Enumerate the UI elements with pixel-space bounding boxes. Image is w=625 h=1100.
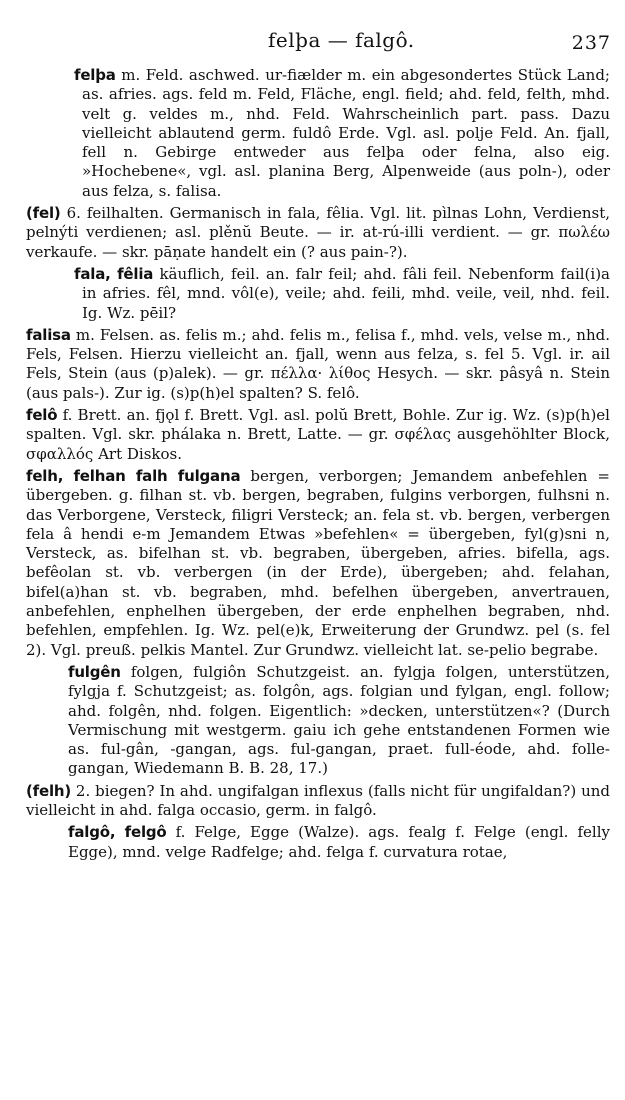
entry-lemma: felô — [26, 406, 58, 425]
entry-definition: f. Brett. an. fjǫl f. Brett. Vgl. asl. polŭ Brett, Bohle. Zur ig. Wz. (s)p(h)el spalten. Vgl. skr. phálaka n. Brett, Latte. — gr. σφέλας ausgehöhlter Block, σφαλλός Art Diskos. — [26, 406, 610, 463]
entry-definition: m. Feld. aschwed. ur-fiælder m. ein abgesondertes Stück Land; as. afries. ags. feld m. Feld, Fläche, engl. field; ahd. feld, felth, mhd. velt g. veldes m., nhd. Feld. Wahrscheinlich part. pass. Dazu vielleicht ablautend germ. fuldô Erde. Vgl. asl. polje Feld. An. fjall, fell n. Gebirge entweder aus felþa oder felna, also eig. »Hochebene«, vgl. asl. planina Berg, Alpenweide (aus poln-), oder aus felza, s. falisa. — [82, 66, 610, 200]
entry-definition: folgen, fulgiôn Schutzgeist. an. fylgja folgen, unterstützen, fylgja f. Schutzgeist; as. folgôn, ags. folgian und fylgan, engl. follow; ahd. folgên, nhd. folgen. Eigentlich: »decken, unterstützen«? (Durch Vermischung mit westgerm. gaiu ich gehe entstandenen Formen wie as. ful-gân, -gangan, ags. ful-gangan, praet. full-éode, ahd. folle-gangan, Wiedemann B. B. 28, 17.) — [68, 662, 610, 778]
entry-falisa — [26, 326, 610, 403]
entry-fel-6 — [26, 204, 610, 262]
entry-felh — [26, 467, 610, 660]
entry-lemma: falisa — [26, 325, 71, 344]
entry-lemma: (felh) — [26, 781, 72, 800]
entry-definition: 6. feilhalten. Germanisch in fala, fêlia. Vgl. lit. pìlnas Lohn, Verdienst, pelnýti verdienen; asl. plěnŭ Beute. — ir. at-rú-illi verdient. — gr. πωλέω verkaufe. — skr. pāṇate handelt ein (? aus pain-?). — [26, 204, 610, 261]
dictionary-body — [26, 66, 610, 865]
entry-felo — [26, 406, 610, 464]
entry-definition: m. Felsen. as. felis m.; ahd. felis m., felisa f., mhd. vels, velse m., nhd. Fels, Felsen. Hierzu vielleicht an. fjall, wenn aus felza, s. fel 5. Vgl. ir. ail Fels, Stein (aus (p)alek). — gr. πέλλα· λίθος Hesych. — skr. pâsyâ n. Stein (aus pals-). Zur ig. (s)p(h)el spalten? S. felô. — [26, 325, 610, 402]
entry-falgo — [68, 823, 610, 862]
entry-fala — [74, 265, 610, 323]
entry-fulgen — [68, 663, 610, 779]
entry-lemma: felþa — [74, 66, 116, 84]
entry-felpa — [74, 66, 610, 201]
page-header — [0, 28, 625, 58]
entry-definition: 2. biegen? In ahd. ungifalgan inflexus (falls nicht für ungifaldan?) und vielleicht in ahd. falga occasio, germ. in falgô. — [26, 781, 610, 819]
page-number: 237 — [571, 32, 611, 54]
entry-felh-2 — [26, 782, 610, 821]
running-head: felþa — falgô. — [268, 28, 415, 52]
entry-lemma: fulgên — [68, 662, 121, 681]
entry-definition: käuflich, feil. an. falr feil; ahd. fâli feil. Nebenform fail(i)a in afries. fêl, mnd. vôl(e), veile; ahd. feili, mhd. veile, veil, nhd. feil. Ig. Wz. pēil? — [82, 264, 610, 322]
entry-definition: bergen, verborgen; Jemandem anbefehlen = übergeben. g. filhan st. vb. bergen, begraben, fulgins verborgen, fulhsni n. das Verborgene, Versteck, filigri Versteck; an. fela st. vb. bergen, verbergen fela â hendi e-m Jemandem Etwas »befehlen« = übergeben, fyl(g)sni n, Versteck, as. bifelhan st. vb. begraben, übergeben, afries. bifella, ags. befêolan st. vb. verbergen (in der Erde), übergeben; ahd. felahan, bifel(a)han st. vb. begraben, mhd. befelhen übergeben, anvertrauen, anbefehlen, enphelhen übergeben, der erde enphelhen begraben, nhd. befehlen, empfehlen. Ig. Wz. pel(e)k, Erweiterung der Grundwz. pel (s. fel 2). Vgl. preuß. pelkis Mantel. Zur Grundwz. vielleicht lat. se-pelio begrabe. — [26, 466, 610, 659]
entry-lemma: (fel) — [26, 204, 61, 223]
entry-lemma: fala, fêlia — [74, 264, 154, 283]
entry-lemma: falgô, felgô — [68, 823, 167, 842]
entry-lemma: felh, felhan falh fulgana — [26, 466, 241, 485]
entry-definition: f. Felge, Egge (Walze). ags. fealg f. Felge (engl. felly Egge), mnd. velge Radfelge; ahd. felga f. curvatura rotae, — [68, 823, 610, 861]
